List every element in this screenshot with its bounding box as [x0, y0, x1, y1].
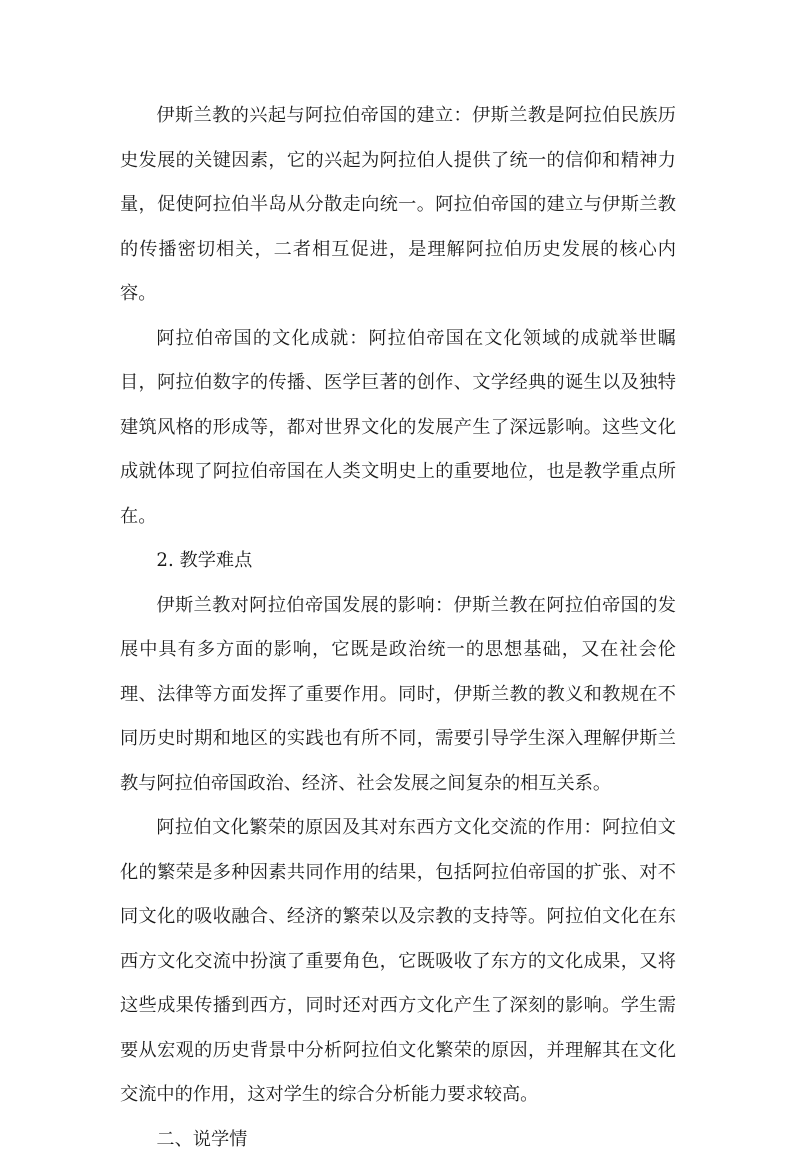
paragraph-cultural-achievements: 阿拉伯帝国的文化成就：阿拉伯帝国在文化领域的成就举世瞩目，阿拉伯数字的传播、医学巨著的创作、文学经典的诞生以及独特建筑风格的形成等，都对世界文化的发展产生了深远影响。这些文化成就体现了阿拉伯帝国在人类文明史上的重要地位，也是教学重点所在。: [120, 317, 676, 540]
paragraph-islam-influence: 伊斯兰教对阿拉伯帝国发展的影响：伊斯兰教在阿拉伯帝国的发展中具有多方面的影响，它既是政治统一的思想基础，又在社会伦理、法律等方面发挥了重要作用。同时，伊斯兰教的教义和教规在不同历史时期和地区的实践也有所不同，需要引导学生深入理解伊斯兰教与阿拉伯帝国政治、经济、社会发展之间复杂的相互关系。: [120, 584, 676, 807]
paragraph-culture-prosperity: 阿拉伯文化繁荣的原因及其对东西方文化交流的作用：阿拉伯文化的繁荣是多种因素共同作用的结果，包括阿拉伯帝国的扩张、对不同文化的吸收融合、经济的繁荣以及宗教的支持等。阿拉伯文化在东西方文化交流中扮演了重要角色，它既吸收了东方的文化成果，又将这些成果传播到西方，同时还对西方文化产生了深刻的影响。学生需要从宏观的历史背景中分析阿拉伯文化繁荣的原因，并理解其在文化交流中的作用，这对学生的综合分析能力要求较高。: [120, 806, 676, 1118]
section-title-teaching-difficulties: 2. 教学难点: [120, 539, 676, 584]
chapter-title-student-analysis: 二、说学情: [120, 1118, 676, 1162]
paragraph-islam-rise: 伊斯兰教的兴起与阿拉伯帝国的建立：伊斯兰教是阿拉伯民族历史发展的关键因素，它的兴起为阿拉伯人提供了统一的信仰和精神力量，促使阿拉伯半岛从分散走向统一。阿拉伯帝国的建立与伊斯兰教的传播密切相关，二者相互促进，是理解阿拉伯历史发展的核心内容。: [120, 94, 676, 317]
document-body: [120, 94, 676, 1162]
